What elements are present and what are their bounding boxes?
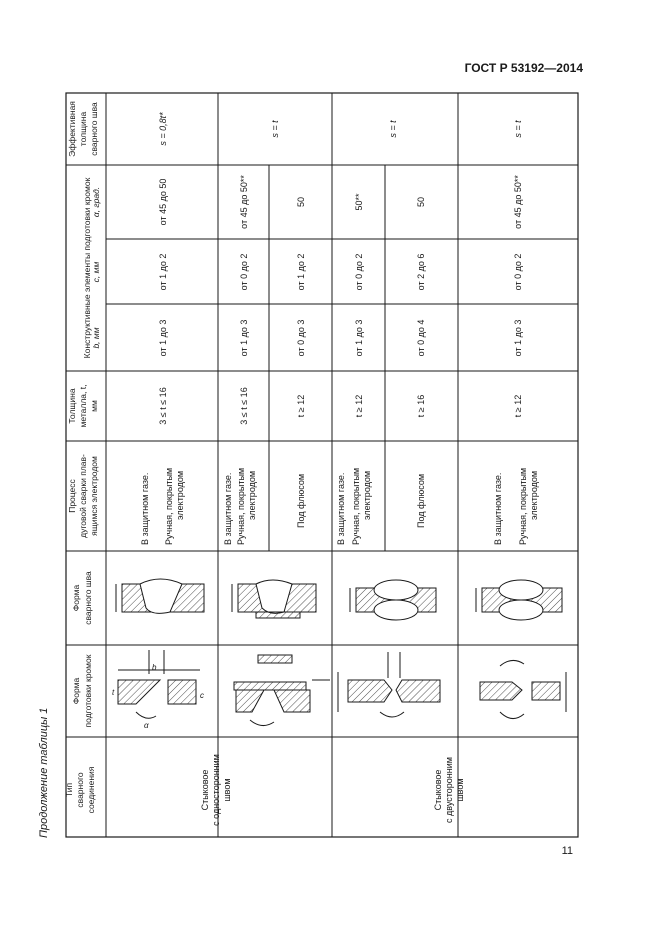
edge-prep-double-v-1 — [338, 652, 440, 717]
header-elements-group: Конструктивные элементы подготовки кромок — [82, 177, 92, 359]
joint-single-line2: с односторонним — [211, 754, 221, 826]
c-r6: от 0 до 2 — [513, 253, 523, 291]
fig-label-c: c — [200, 691, 204, 700]
fig-label-alpha: α — [144, 721, 149, 730]
process-r2-line1: В защитном газе. — [223, 472, 233, 545]
thickness-r5: t ≥ 16 — [416, 394, 426, 418]
fig-label-t: t — [112, 688, 115, 697]
effective-r4: s = t — [388, 120, 398, 138]
header-effective-line2: толщина — [78, 111, 88, 147]
header-thickness-line3: мм — [89, 400, 99, 412]
process-r6-line2: Ручная, покрытым — [518, 467, 528, 545]
weld-shape-double-1 — [350, 580, 436, 620]
joint-single-line1: Стыковое — [200, 769, 210, 811]
process-r5: Под флюсом — [416, 473, 426, 528]
c-r5: от 2 до 6 — [416, 253, 426, 291]
process-r4-line2: Ручная, покрытым — [351, 467, 361, 545]
header-process-line2: дуговой сварки плав- — [78, 454, 88, 538]
effective-r1: s = 0,8t* — [158, 112, 168, 146]
table-grid — [66, 93, 578, 837]
process-r2-line3: электродом — [247, 470, 257, 520]
header-weld-shape-line2: сварного шва — [83, 571, 93, 625]
c-r1: от 1 до 2 — [158, 253, 168, 291]
effective-r2: s = t — [270, 120, 280, 138]
thickness-r6: t ≥ 12 — [513, 394, 523, 418]
header-c: c, мм — [91, 261, 101, 283]
thickness-r2: 3 ≤ t ≤ 16 — [239, 387, 249, 425]
value-cells — [158, 112, 523, 425]
table-header — [64, 101, 101, 814]
process-r6-line3: электродом — [529, 470, 539, 520]
process-r2-line2: Ручная, покрытым — [236, 467, 246, 545]
header-joint-type-line1: Тип — [64, 782, 74, 798]
alpha-r6: от 45 до 50** — [513, 175, 523, 229]
header-alpha: α, град. — [91, 186, 101, 218]
weld-shape-single-1 — [116, 579, 204, 613]
alpha-r3: 50 — [296, 196, 306, 208]
alpha-r1: от 45 до 50 — [158, 178, 168, 226]
page-number: 11 — [561, 845, 573, 857]
fig-label-b: b — [152, 663, 157, 672]
header-process-line1: Процесс — [67, 479, 77, 513]
c-r3: от 1 до 2 — [296, 253, 306, 291]
thickness-r3: t ≥ 12 — [296, 394, 306, 418]
b-r2: от 1 до 3 — [239, 319, 249, 357]
joint-double-line2: с двусторонним — [444, 757, 454, 823]
process-r1-line2: Ручная, покрытым — [164, 467, 174, 545]
process-r1-line3: электродом — [175, 470, 185, 520]
b-r5: от 0 до 4 — [416, 319, 426, 357]
header-edge-prep-line2: подготовки кромок — [83, 654, 93, 728]
c-r2: от 0 до 2 — [239, 253, 249, 291]
effective-r6: s = t — [513, 120, 523, 138]
header-process-line3: ящимся электродом — [89, 456, 99, 536]
edge-prep-single-v-1 — [112, 650, 204, 730]
process-cells — [140, 468, 539, 545]
header-effective-line1: Эффективная — [67, 101, 77, 157]
joint-double-line3: швом — [455, 778, 465, 802]
thickness-r4: t ≥ 12 — [354, 394, 364, 418]
process-r1-line1: В защитном газе. — [140, 472, 150, 545]
table-continuation-caption: Продолжение таблицы 1 — [38, 707, 50, 838]
process-r6-line1: В защитном газе. — [493, 472, 503, 545]
weld-shape-double-2 — [476, 580, 562, 620]
weld-shape-single-2 — [232, 580, 316, 618]
header-effective-line3: сварного шва — [89, 102, 99, 156]
joint-single-line3: швом — [222, 778, 232, 802]
edge-prep-single-v-backing — [234, 655, 330, 726]
header-edge-prep-line1: Форма — [71, 677, 81, 705]
b-r6: от 1 до 3 — [513, 319, 523, 357]
process-r3: Под флюсом — [296, 473, 306, 528]
c-r4: от 0 до 2 — [354, 253, 364, 291]
edge-prep-double-v-2 — [480, 660, 566, 718]
thickness-r1: 3 ≤ t ≤ 16 — [158, 387, 168, 425]
header-thickness-line2: металла, t, — [78, 384, 88, 428]
header-weld-shape-line1: Форма — [71, 584, 81, 612]
b-r3: от 0 до 3 — [296, 319, 306, 357]
header-b: b, мм — [91, 327, 101, 349]
alpha-r2: от 45 до 50** — [239, 175, 249, 229]
alpha-r5: 50 — [416, 196, 426, 208]
b-r1: от 1 до 3 — [158, 319, 168, 357]
process-r4-line1: В защитном газе. — [336, 472, 346, 545]
alpha-r4: 50** — [354, 193, 364, 211]
process-r4-line3: электродом — [362, 470, 372, 520]
b-r4: от 1 до 3 — [354, 319, 364, 357]
header-joint-type-line2: сварного — [75, 772, 85, 808]
standard-designation: ГОСТ Р 53192—2014 — [464, 61, 583, 75]
header-thickness-line1: Толщина — [67, 388, 77, 424]
joint-double-line1: Стыковое — [433, 769, 443, 811]
header-joint-type-line3: соединения — [86, 766, 96, 814]
